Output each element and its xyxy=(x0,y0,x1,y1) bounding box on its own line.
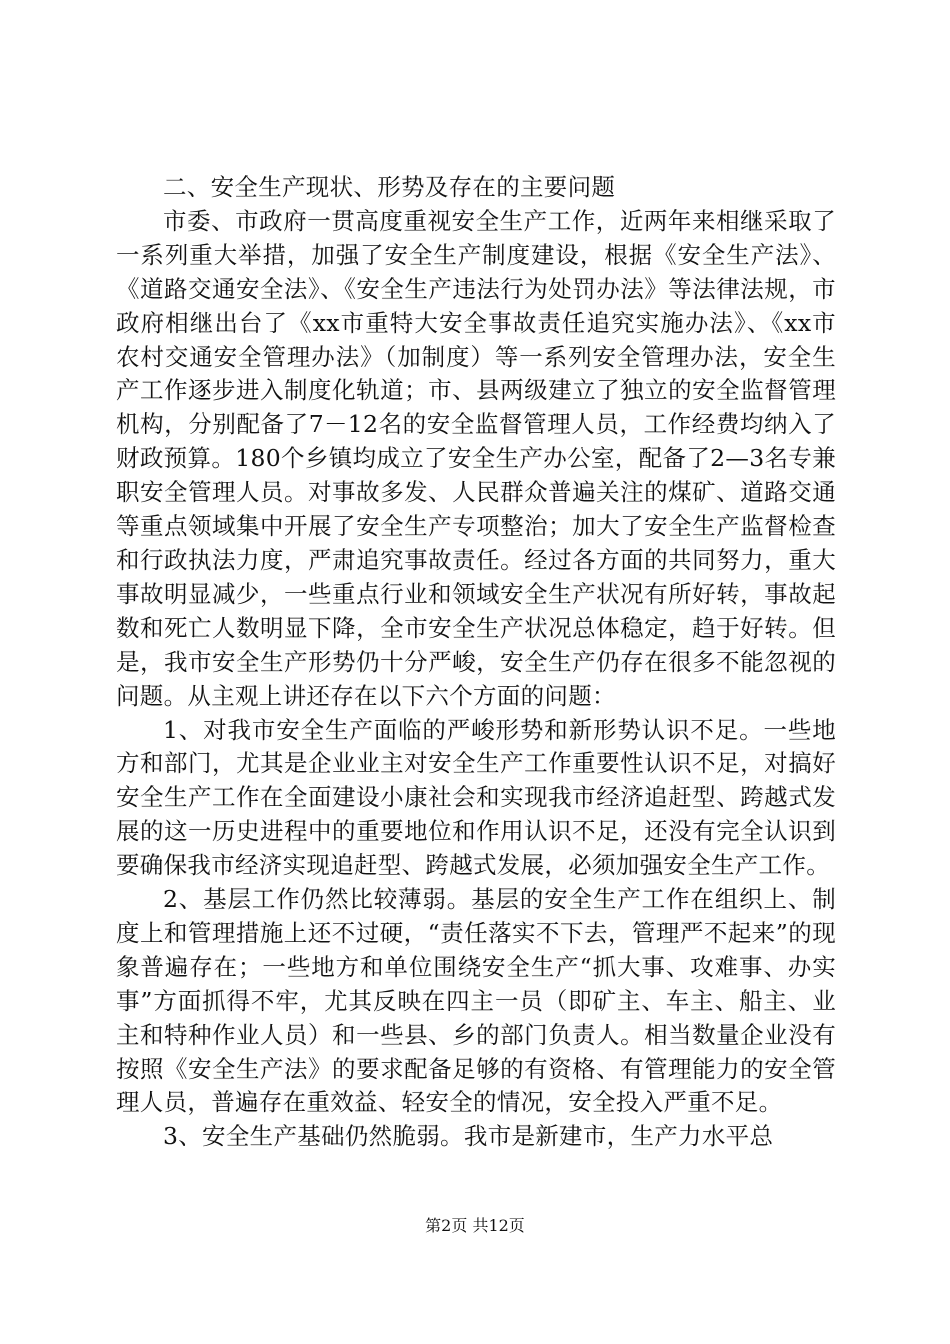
paragraph-issue-3: 3、安全生产基础仍然脆弱。我市是新建市，生产力水平总 xyxy=(163,1122,774,1151)
page-footer xyxy=(0,1216,950,1236)
paragraph-issue-2: 2、基层工作仍然比较薄弱。基层的安全生产工作在组织上、制度上和管理措施上还不过硬，“责任落实不下去，管理严不起来”的现象普遍存在；一些地方和单位围绕安全生产“抓大事、攻难事、办实事”方面抓得不牢，尤其反映在四主一员（即矿主、车主、船主、业主和特种作业人员）和一些县、乡的部门负责人。相当数量企业没有按照《安全生产法》的要求配备足够的有资格、有管理能力的安全管理人员，普遍存在重效益、轻安全的情况，安全投入严重不足。 xyxy=(116,885,836,1117)
section-heading: 二、安全生产现状、形势及存在的主要问题 xyxy=(163,173,616,201)
document-body xyxy=(116,171,836,1154)
paragraph-issue-1: 1、对我市安全生产面临的严峻形势和新形势认识不足。一些地方和部门，尤其是企业业主对安全生产工作重要性认识不足，对搞好安全生产工作在全面建设小康社会和实现我市经济追赶型、跨越式发展的这一历史进程中的重要地位和作用认识不足，还没有完全认识到要确保我市经济实现追赶型、跨越式发展，必须加强安全生产工作。 xyxy=(116,715,836,880)
paragraph-overview: 市委、市政府一贯高度重视安全生产工作，近两年来相继采取了一系列重大举措，加强了安全生产制度建设，根据《安全生产法》、《道路交通安全法》、《安全生产违法行为处罚办法》等法律法规，市政府相继出台了《xx市重特大安全事故责任追究实施办法》、《xx市农村交通安全管理办法》（加制度）等一系列安全管理办法，安全生产工作逐步进入制度化轨道；市、县两级建立了独立的安全监督管理机构，分别配备了7－12名的安全监督管理人员，工作经费均纳入了财政预算。180个乡镇均成立了安全生产办公室，配备了2—3名专兼职安全管理人员。对事故多发、人民群众普遍关注的煤矿、道路交通等重点领域集中开展了安全生产专项整治；加大了安全生产监督检查和行政执法力度，严肃追究事故责任。经过各方面的共同努力，重大事故明显减少，一些重点行业和领域安全生产状况有所好转，事故起数和死亡人数明显下降，全市安全生产状况总体稳定，趋于好转。但是，我市安全生产形势仍十分严峻，安全生产仍存在很多不能忽视的问题。从主观上讲还存在以下六个方面的问题： xyxy=(116,206,836,710)
page-number: 第2页 共12页 xyxy=(425,1216,525,1235)
